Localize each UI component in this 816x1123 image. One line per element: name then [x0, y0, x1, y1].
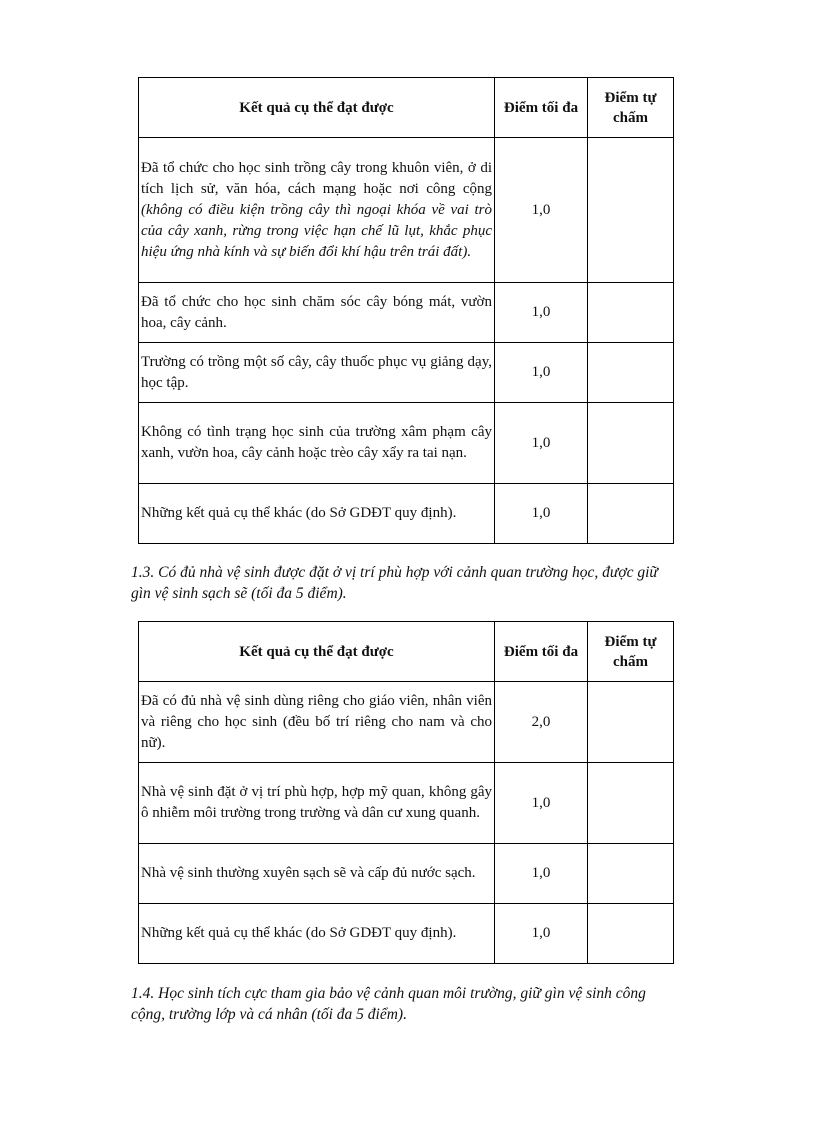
criteria-table-2: [138, 621, 674, 964]
row-description: Những kết quả cụ thể khác (do Sở GDĐT quy định).: [139, 484, 495, 544]
row-self-score[interactable]: [588, 403, 674, 484]
row-self-score[interactable]: [588, 844, 674, 904]
header-result: Kết quả cụ thể đạt được: [139, 622, 495, 682]
table-row: [139, 484, 674, 544]
table-row: [139, 138, 674, 283]
row-description: Đã tổ chức cho học sinh trồng cây trong khuôn viên, ở di tích lịch sử, văn hóa, cách mạng hoặc nơi công cộng (không có điều kiện trồng cây thì ngoại khóa về vai trò của cây xanh, rừng trong việc hạn chế lũ lụt, khắc phục hiệu ứng nhà kính và sự biến đổi khí hậu trên trái đất).: [139, 138, 495, 283]
row-description: Đã có đủ nhà vệ sinh dùng riêng cho giáo viên, nhân viên và riêng cho học sinh (đều bố trí riêng cho nam và cho nữ).: [139, 682, 495, 763]
row-self-score[interactable]: [588, 283, 674, 343]
table-header-row: [139, 78, 674, 138]
row-description: Không có tình trạng học sinh của trường xâm phạm cây xanh, vườn hoa, cây cảnh hoặc trèo cây xẩy ra tai nạn.: [139, 403, 495, 484]
row-max-score: 2,0: [495, 682, 588, 763]
row-self-score[interactable]: [588, 484, 674, 544]
header-max-score: Điểm tối đa: [495, 78, 588, 138]
row-max-score: 1,0: [495, 484, 588, 544]
section-heading-1-3: 1.3. Có đủ nhà vệ sinh được đặt ở vị trí phù hợp với cảnh quan trường học, được giữ gìn vệ sinh sạch sẽ (tối đa 5 điểm).: [131, 564, 658, 602]
row-max-score: 1,0: [495, 343, 588, 403]
section-heading-1-4: 1.4. Học sinh tích cực tham gia bảo vệ cảnh quan môi trường, giữ gìn vệ sinh công cộng, trường lớp và cá nhân (tối đa 5 điểm).: [131, 985, 646, 1023]
table-row: [139, 283, 674, 343]
row-max-score: 1,0: [495, 138, 588, 283]
table-row: [139, 844, 674, 904]
row-description: Trường có trồng một số cây, cây thuốc phục vụ giảng dạy, học tập.: [139, 343, 495, 403]
row-note: (không có điều kiện trồng cây thì ngoại khóa về vai trò của cây xanh, rừng trong việc hạn chế lũ lụt, khắc phục hiệu ứng nhà kính và sự biến đổi khí hậu trên trái đất).: [141, 201, 492, 260]
criteria-table-1: [138, 77, 674, 544]
row-description: Đã tổ chức cho học sinh chăm sóc cây bóng mát, vườn hoa, cây cảnh.: [139, 283, 495, 343]
header-self-score: Điểm tự chấm: [588, 78, 674, 138]
row-self-score[interactable]: [588, 138, 674, 283]
row-max-score: 1,0: [495, 844, 588, 904]
row-max-score: 1,0: [495, 904, 588, 964]
table-row: [139, 343, 674, 403]
table-row: [139, 682, 674, 763]
row-self-score[interactable]: [588, 904, 674, 964]
row-self-score[interactable]: [588, 763, 674, 844]
table-row: [139, 904, 674, 964]
row-self-score[interactable]: [588, 343, 674, 403]
header-max-score: Điểm tối đa: [495, 622, 588, 682]
table-row: [139, 763, 674, 844]
row-description: Nhà vệ sinh thường xuyên sạch sẽ và cấp đủ nước sạch.: [139, 844, 495, 904]
header-self-score: Điểm tự chấm: [588, 622, 674, 682]
table-row: [139, 403, 674, 484]
row-description: Những kết quả cụ thể khác (do Sở GDĐT quy định).: [139, 904, 495, 964]
row-max-score: 1,0: [495, 403, 588, 484]
row-max-score: 1,0: [495, 283, 588, 343]
row-self-score[interactable]: [588, 682, 674, 763]
header-result: Kết quả cụ thể đạt được: [139, 78, 495, 138]
row-description: Nhà vệ sinh đặt ở vị trí phù hợp, hợp mỹ quan, không gây ô nhiễm môi trường trong trường và dân cư xung quanh.: [139, 763, 495, 844]
row-max-score: 1,0: [495, 763, 588, 844]
table-header-row: [139, 622, 674, 682]
